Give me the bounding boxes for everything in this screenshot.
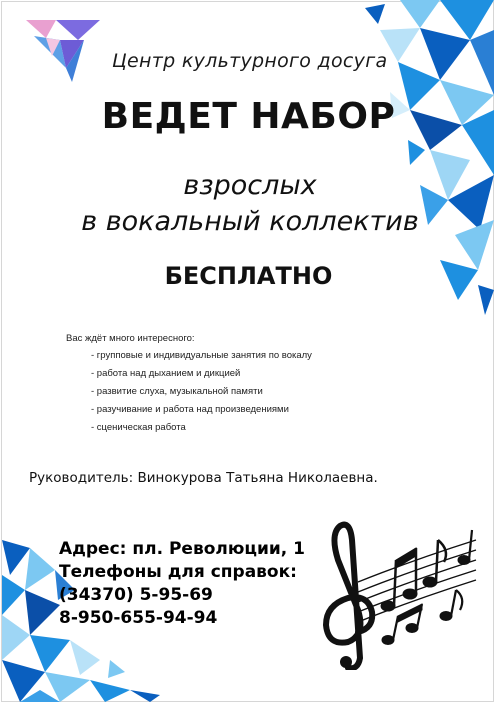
phones-label: Телефоны для справок:: [59, 562, 297, 582]
price-label: БЕСПЛАТНО: [164, 262, 333, 290]
treble-clef-notes-icon: [318, 520, 480, 670]
phone-1: (34370) 5-95-69: [59, 585, 213, 605]
program-item: - работа над дыханием и дикцией: [91, 368, 241, 379]
contacts-block: [59, 538, 305, 630]
audience-line-1: взрослых: [183, 170, 317, 201]
program-list: [91, 350, 312, 440]
program-item: - развитие слуха, музыкальной памяти: [91, 386, 263, 397]
program-item: - групповые и индивидуальные занятия по вокалу: [91, 350, 312, 361]
address-line: Адрес: пл. Революции, 1: [59, 539, 305, 559]
phone-2: 8-950-655-94-94: [59, 608, 218, 628]
poster-headline: ВЕДЕТ НАБОР: [101, 96, 396, 137]
program-item: - сценическая работа: [91, 422, 186, 433]
program-intro: Вас ждёт много интересного:: [66, 333, 195, 344]
leader-name: Руководитель: Винокурова Татьяна Николаевна.: [29, 470, 378, 486]
org-name: Центр культурного досуга: [112, 50, 388, 72]
triangle-logo-icon: [26, 18, 100, 84]
audience-line-2: в вокальный коллектив: [81, 206, 419, 237]
audience-text: [60, 168, 440, 240]
program-item: - разучивание и работа над произведениями: [91, 404, 289, 415]
